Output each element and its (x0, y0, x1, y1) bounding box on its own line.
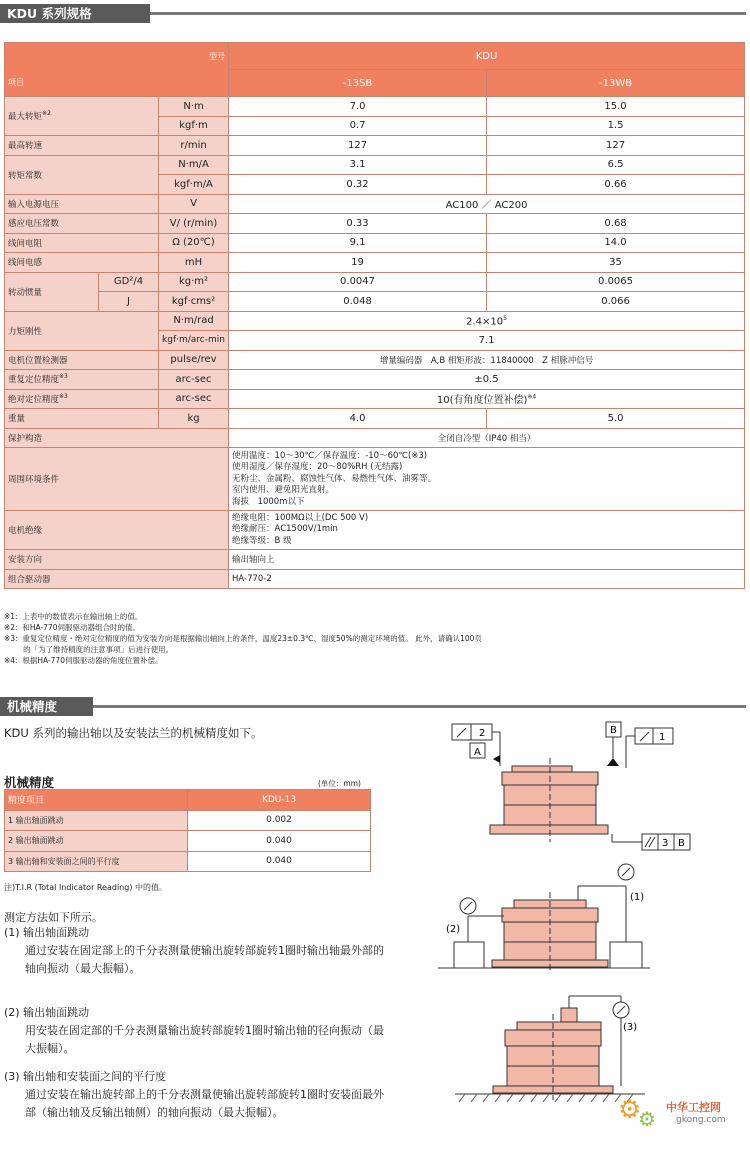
value: 127 (229, 136, 487, 156)
flange-top (512, 766, 572, 772)
value: 9.1 (229, 233, 487, 253)
watermark-url: gkong.com (676, 1115, 726, 1125)
input-voltage-label: 输入电源电压 (5, 194, 159, 214)
accuracy-section-bar (0, 697, 750, 716)
value: 19 (229, 253, 487, 273)
method-title: (1) 输出轴面跳动 (4, 926, 90, 939)
runout-measure-diagram (418, 858, 658, 976)
spec-table (4, 42, 745, 589)
weight-label: 重量 (5, 409, 159, 429)
gdt-diagram (430, 718, 710, 858)
unit-note: (单位：mm) (318, 779, 361, 788)
unit: kgf·m/A (159, 175, 229, 195)
inertia-label: 转动惯量 (5, 272, 99, 311)
value: 0.7 (229, 116, 487, 136)
gear-icon: ⚙ (638, 1107, 656, 1131)
protection-label: 保护构造 (5, 428, 229, 448)
value: 6.5 (487, 155, 745, 175)
datum-a-triangle (493, 755, 500, 763)
spec-notes (4, 611, 482, 666)
gdt-tol: 2 (479, 728, 486, 739)
environment-label: 周围环境条件 (5, 448, 229, 511)
insulation-label: 电机绝缘 (5, 511, 229, 550)
model-col-2: -13WB (487, 70, 745, 97)
value: 7.1 (229, 331, 745, 351)
spec-section-bar (0, 4, 750, 23)
method-item-1 (4, 924, 384, 978)
value: 7.0 (229, 97, 487, 117)
value: 4.0 (229, 409, 487, 429)
accuracy-row-label: 2 输出轴面跳动 (5, 831, 188, 852)
unit: mH (159, 253, 229, 273)
unit: kgf·m (159, 116, 229, 136)
accuracy-header-item: 精度项目 (5, 790, 188, 811)
unit: N·m/rad (159, 311, 229, 331)
value: AC100 ／ AC200 (229, 194, 745, 214)
gdt-datum: B (678, 838, 685, 849)
value: 0.68 (487, 214, 745, 234)
value: 增量编码器 A,B 相矩形波：11840000 Z 相脉冲信号 (229, 350, 745, 370)
gdt-tol: 3 (662, 838, 669, 849)
unit: V (159, 194, 229, 214)
unit: kg (159, 409, 229, 429)
unit: pulse/rev (159, 350, 229, 370)
accuracy-table-title: 机械精度 (4, 775, 55, 790)
unit: kg·m² (159, 272, 229, 292)
tol-frame-2 (452, 724, 492, 740)
method-title: (2) 输出轴面跳动 (4, 1006, 90, 1019)
unit: kgf·cms² (159, 292, 229, 312)
callout-2: (2) (446, 924, 461, 935)
model-label: 型号 (5, 43, 229, 70)
tol-frame-1 (635, 728, 673, 744)
accuracy-table (4, 789, 371, 872)
gear-icon: ⚙ (618, 1095, 642, 1125)
datum-b-triangle (607, 758, 619, 766)
value: 127 (487, 136, 745, 156)
value: ±0.5 (229, 370, 745, 390)
unit: arc-sec (159, 370, 229, 390)
dial-stand (610, 942, 642, 968)
fixture-block (561, 1008, 577, 1022)
flange-top (517, 1022, 601, 1030)
method-item-3 (4, 1068, 384, 1122)
parallelism-measure-diagram (445, 990, 665, 1110)
unit: r/min (159, 136, 229, 156)
unit: arc-sec (159, 389, 229, 409)
callout-1: (1) (630, 892, 645, 903)
unit: N·m/A (159, 155, 229, 175)
value: 10(有角度位置补偿)$^{※4}$ (229, 389, 745, 409)
callout-3: (3) (623, 1022, 638, 1033)
value: 14.0 (487, 233, 745, 253)
unit: Ω (20℃) (159, 233, 229, 253)
gdt-datum: A (474, 747, 481, 758)
accuracy-row-value: 0.002 (188, 810, 371, 831)
gdt-datum: B (610, 725, 617, 736)
gdt-tol: 1 (659, 732, 666, 743)
mounting-label: 安装方向 (5, 550, 229, 570)
value: HA-770-2 (229, 569, 745, 589)
method-desc: 用安装在固定部的千分表测量输出旋转部旋转1圈时输出轴的径向振动（最大振幅）。 (25, 1024, 384, 1055)
driver-label: 组合驱动器 (5, 569, 229, 589)
value: 1.5 (487, 116, 745, 136)
accuracy-row-label: 3 输出轴和安装面之间的平行度 (5, 851, 188, 872)
section-rule (93, 705, 746, 708)
series-name: KDU (229, 43, 745, 70)
line-resistance-label: 线间电阻 (5, 233, 159, 253)
unit: V/ (r/min) (159, 214, 229, 234)
value: 0.33 (229, 214, 487, 234)
value: 0.0065 (487, 272, 745, 292)
torque-const-label: 转矩常数 (5, 155, 159, 194)
item-label: 项目 (5, 70, 229, 97)
inertia-sub: GD²/4 (99, 272, 159, 292)
encoder-label: 电机位置检测器 (5, 350, 159, 370)
inertia-sub: J (99, 292, 159, 312)
abs-accuracy-label: 绝对定位精度$^{※3}$ (5, 389, 159, 409)
note: ※3: 重复定位精度・绝对定位精度的值为安装方向是根据输出轴向上的条件，温度23±0.3℃、湿度50%的测定环境的值。 此外，请确认100页 (4, 634, 482, 643)
emf-const-label: 感应电压常数 (5, 214, 159, 234)
value: 0.32 (229, 175, 487, 195)
value: 输出轴向上 (229, 550, 745, 570)
value: 0.048 (229, 292, 487, 312)
max-torque-label: 最大转矩$^{※2}$ (5, 97, 159, 136)
value: 全闭自冷型（IP40 相当） (229, 428, 745, 448)
mounting-flange (490, 825, 608, 834)
method-title: (3) 输出轴和安装面之间的平行度 (4, 1070, 167, 1083)
spec-section-title: KDU 系列规格 (0, 4, 150, 23)
section-rule (150, 12, 746, 15)
dial-stand (454, 942, 484, 968)
watermark-text: 中华工控网 (666, 1101, 721, 1114)
max-speed-label: 最高转速 (5, 136, 159, 156)
unit: N·m (159, 97, 229, 117)
insulation-value: 绝缘电阻：100MΩ以上(DC 500 V) 绝缘耐压：AC1500V/1min 绝缘等级：B 级 (229, 511, 745, 550)
accuracy-intro: KDU 系列的输出轴以及安装法兰的机械精度如下。 (4, 726, 263, 740)
line-inductance-label: 线间电感 (5, 253, 159, 273)
value: 5.0 (487, 409, 745, 429)
accuracy-row-label: 1 输出轴面跳动 (5, 810, 188, 831)
value: 0.066 (487, 292, 745, 312)
runout-icon (457, 728, 466, 737)
accuracy-row-value: 0.040 (188, 851, 371, 872)
value: 3.1 (229, 155, 487, 175)
value: 0.0047 (229, 272, 487, 292)
value: 0.66 (487, 175, 745, 195)
note: ※4: 根据HA-770伺服驱动器的角度位置补偿。 (4, 656, 163, 665)
runout-icon (640, 732, 649, 741)
method-desc: 通过安装在输出旋转部上的千分表测量使输出旋转部旋转1圈时安装面最外部（输出轴及反输出轴侧）的轴向振动（最大振幅）。 (25, 1088, 384, 1119)
unit: kgf·m/arc-min (159, 331, 229, 351)
environment-value: 使用温度：10～30℃／保存温度：-10～60℃(※3) 使用湿度／保存湿度：20～80%RH (无结露) 无粉尘、金属粉、腐蚀性气体、易燃性气体、油雾等。 室内使用、避免阳光直射。 海拔 1000m以下 (229, 448, 745, 511)
method-desc: 通过安装在固定部上的千分表测量使输出旋转部旋转1圈时输出轴最外部的轴向振动（最大振幅）。 (25, 944, 384, 975)
value: $2.4\times 10^5$ (229, 311, 745, 331)
model-col-1: -13SB (229, 70, 487, 97)
accuracy-section-title: 机械精度 (0, 697, 93, 716)
value: 35 (487, 253, 745, 273)
stiffness-label: 力矩刚性 (5, 311, 159, 350)
accuracy-header-model: KDU-13 (188, 790, 371, 811)
repeatability-label: 重复定位精度$^{※3}$ (5, 370, 159, 390)
accuracy-row-value: 0.040 (188, 831, 371, 852)
method-intro: 测定方法如下所示。 (4, 911, 103, 924)
accuracy-note: 注)T.I.R (Total Indicator Reading) 中的值。 (4, 883, 167, 892)
watermark (618, 1095, 748, 1135)
method-item-2 (4, 1004, 384, 1058)
note: ※1: 上表中的数值表示在输出轴上的值。 (4, 612, 143, 621)
value: 15.0 (487, 97, 745, 117)
note: ※2: 和HA-770伺服驱动器组合时的值。 (4, 623, 140, 632)
note: 的「为了维持精度的注意事项」后进行使用。 (4, 645, 174, 654)
